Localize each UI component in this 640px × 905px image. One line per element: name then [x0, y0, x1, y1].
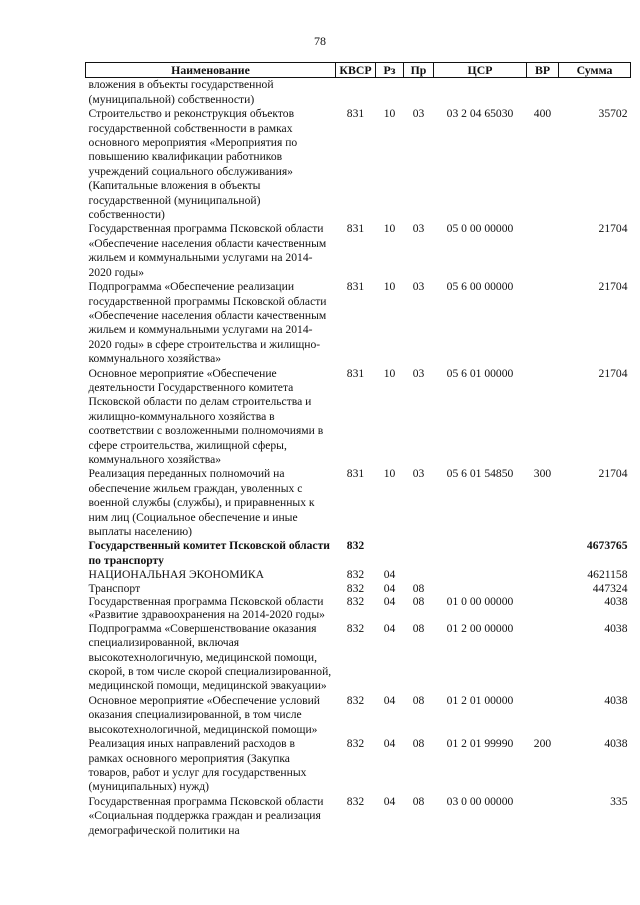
cell-pr: 03: [412, 222, 425, 236]
table-row: [86, 539, 631, 568]
cell-pr: [404, 539, 434, 568]
cell-rz: 04: [383, 693, 396, 707]
cell-vr: 200: [533, 737, 552, 751]
cell-vr: [527, 539, 559, 568]
cell-pr: 08: [412, 737, 425, 751]
cell-pr: 08: [412, 581, 425, 595]
cell-rz: [376, 78, 404, 107]
cell-name: Основное мероприятие «Обеспечение условий оказания специализированной, в том числе высокотехнологичной, медицинской помощи»: [88, 693, 321, 736]
cell-sum: 447324: [592, 581, 628, 595]
cell-sum: 4038: [604, 595, 628, 609]
cell-rz: 04: [383, 737, 396, 751]
header-pr: Пр: [404, 63, 434, 78]
cell-vr: 300: [533, 467, 552, 481]
table-row: [86, 694, 631, 737]
cell-kvsr: 831: [346, 107, 365, 121]
budget-table: [85, 62, 631, 838]
cell-vr: [527, 795, 559, 838]
cell-rz: 10: [383, 107, 396, 121]
cell-sum: 4621158: [587, 568, 628, 582]
cell-sum: 4038: [604, 737, 628, 751]
cell-sum: 4673765: [586, 539, 628, 553]
cell-kvsr: 832: [346, 621, 365, 635]
cell-csr: [434, 539, 527, 568]
cell-sum: 4038: [604, 693, 628, 707]
cell-name: НАЦИОНАЛЬНАЯ ЭКОНОМИКА: [88, 568, 265, 582]
cell-csr: 05 6 01 00000: [446, 366, 514, 380]
table-row: [86, 467, 631, 539]
table-row: [86, 595, 631, 622]
cell-name: Государственная программа Псковской области «Развитие здравоохранения на 2014-2020 годы»: [88, 595, 325, 622]
table-header-row: [86, 63, 631, 78]
cell-name: Основное мероприятие «Обеспечение деятельности Государственного комитета Псковской области по делам строительства и жилищно-коммунального хозяйства в соответствии с возложенными полномочиями в сфере строительства, жилищной сферы, коммунального хозяйства»: [88, 366, 324, 466]
cell-name: Реализация переданных полномочий на обеспечение жильем граждан, уволенных с военной службы (службы), и приравненных к ним лиц (Социальное обеспечение и иные выплаты населению): [88, 467, 315, 538]
cell-csr: [434, 568, 527, 581]
cell-name: Государственная программа Псковской области «Социальная поддержка граждан и реализация демографической политики на: [88, 794, 324, 837]
cell-name: Государственный комитет Псковской области по транспорту: [88, 539, 330, 567]
header-vr: ВР: [527, 63, 559, 78]
table-row: [86, 78, 631, 107]
cell-vr: [527, 78, 559, 107]
cell-vr: [527, 367, 559, 468]
header-sum: Сумма: [559, 63, 631, 78]
cell-csr: [434, 78, 527, 107]
table-row: [86, 107, 631, 222]
cell-pr: 08: [412, 621, 425, 635]
cell-name: вложения в объекты государственной (муниципальной) собственности): [88, 78, 274, 106]
cell-kvsr: 831: [346, 467, 365, 481]
cell-sum: 35702: [598, 107, 628, 121]
cell-pr: 03: [412, 467, 425, 481]
cell-kvsr: 832: [346, 539, 365, 553]
cell-kvsr: [336, 78, 376, 107]
cell-rz: 04: [383, 595, 396, 609]
cell-kvsr: 832: [346, 794, 365, 808]
cell-csr: 03 2 04 65030: [446, 107, 514, 121]
cell-csr: 01 0 00 00000: [446, 595, 514, 609]
cell-rz: 10: [383, 280, 396, 294]
cell-rz: 10: [383, 222, 396, 236]
header-name: Наименование: [86, 63, 336, 78]
page-number: 78: [314, 34, 326, 48]
cell-csr: [434, 582, 527, 595]
table-row: [86, 795, 631, 838]
cell-rz: 10: [383, 467, 396, 481]
cell-kvsr: 832: [346, 581, 365, 595]
cell-vr: [527, 694, 559, 737]
table-row: [86, 367, 631, 468]
cell-sum: [559, 78, 631, 107]
cell-rz: 04: [383, 794, 396, 808]
cell-sum: 21704: [598, 467, 628, 481]
cell-kvsr: 832: [346, 595, 365, 609]
table-row: [86, 568, 631, 581]
cell-pr: 08: [412, 794, 425, 808]
cell-rz: 04: [383, 568, 396, 582]
cell-vr: [527, 622, 559, 694]
cell-pr: 03: [412, 107, 425, 121]
cell-sum: 21704: [598, 366, 628, 380]
cell-name: Реализация иных направлений расходов в рамках основного мероприятия (Закупка товаров, работ и услуг для государственных (муниципальных) нужд): [88, 737, 307, 794]
header-csr: ЦСР: [434, 63, 527, 78]
header-rz: Рз: [376, 63, 404, 78]
cell-vr: [527, 568, 559, 581]
cell-csr: 01 2 00 00000: [446, 621, 514, 635]
cell-name: Подпрограмма «Обеспечение реализации государственной программы Псковской области «Обеспечение населения области качественным жильем и коммунальными услугами на 2014-2020 годы» в сфере строительства и жилищно-коммунального хозяйства»: [88, 280, 327, 366]
cell-csr: 03 0 00 00000: [446, 794, 514, 808]
cell-pr: 08: [412, 595, 425, 609]
cell-sum: 4038: [604, 621, 628, 635]
cell-kvsr: 832: [346, 737, 365, 751]
cell-vr: [527, 222, 559, 280]
cell-csr: 05 0 00 00000: [446, 222, 514, 236]
cell-sum: 335: [610, 794, 628, 808]
cell-pr: [404, 568, 434, 581]
cell-vr: [527, 582, 559, 595]
cell-name: Государственная программа Псковской области «Обеспечение населения области качественным жильем и коммунальными услугами на 2014-2020 годы»: [88, 222, 327, 279]
cell-pr: [404, 78, 434, 107]
cell-csr: 01 2 01 99990: [446, 737, 514, 751]
table-body: [86, 78, 631, 838]
cell-pr: 08: [412, 693, 425, 707]
table-row: [86, 222, 631, 280]
cell-csr: 01 2 01 00000: [446, 693, 514, 707]
table-row: [86, 582, 631, 595]
cell-kvsr: 831: [346, 280, 365, 294]
cell-name: Транспорт: [88, 581, 141, 595]
cell-name: Подпрограмма «Совершенствование оказания специализированной, включая высокотехнологичную, медицинской помощи, скорой, в том числе скорой специализированной, медицинской помощи, медицинской эвакуации»: [88, 621, 332, 693]
table-row: [86, 737, 631, 795]
cell-vr: [527, 280, 559, 366]
cell-pr: 03: [412, 280, 425, 294]
cell-sum: 21704: [598, 222, 628, 236]
cell-name: Строительство и реконструкция объектов государственной собственности в рамках основного мероприятия «Мероприятия по повышению квалификации работников учреждений социального обслуживания» (Капитальные вложения в объекты государственной (муниципальной) собственности): [88, 107, 298, 222]
cell-kvsr: 832: [346, 568, 365, 582]
cell-kvsr: 832: [346, 693, 365, 707]
table-row: [86, 622, 631, 694]
table-row: [86, 280, 631, 366]
cell-csr: 05 6 00 00000: [446, 280, 514, 294]
cell-rz: 04: [383, 621, 396, 635]
cell-vr: [527, 595, 559, 622]
cell-pr: 03: [412, 366, 425, 380]
cell-rz: [376, 539, 404, 568]
cell-vr: 400: [533, 107, 552, 121]
header-kvsr: КВСР: [336, 63, 376, 78]
cell-sum: 21704: [598, 280, 628, 294]
cell-kvsr: 831: [346, 366, 365, 380]
cell-rz: 04: [383, 581, 396, 595]
cell-rz: 10: [383, 366, 396, 380]
cell-csr: 05 6 01 54850: [446, 467, 514, 481]
cell-kvsr: 831: [346, 222, 365, 236]
